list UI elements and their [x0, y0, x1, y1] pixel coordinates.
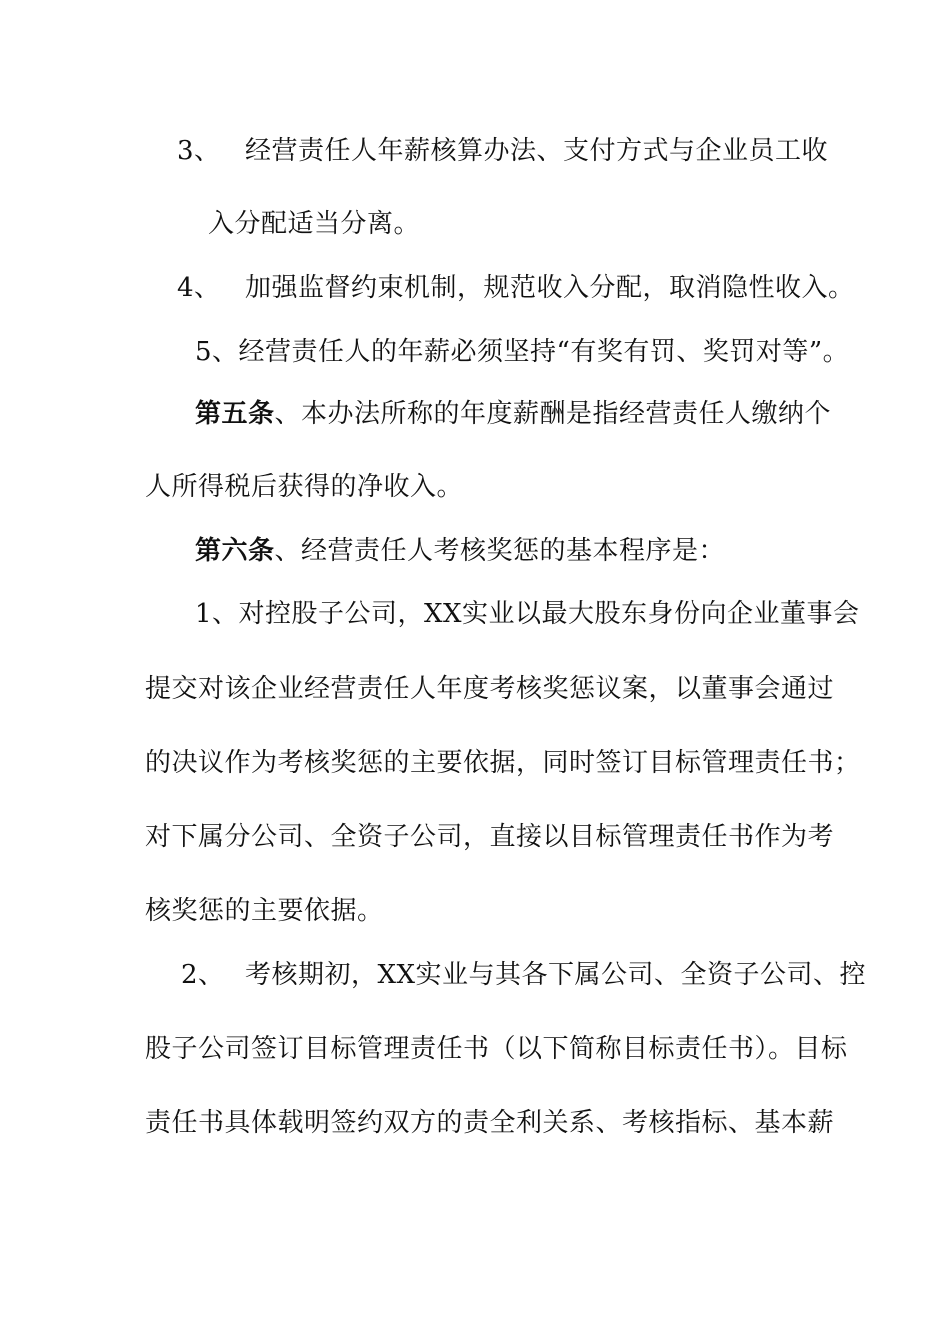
- proc-1-line-1: 1、对控股子公司，XX实业以最大股东身份向企业董事会: [195, 599, 860, 629]
- proc-2-line-1: [181, 959, 866, 991]
- item-3-number: 3、: [177, 136, 221, 166]
- proc-1-line-2: 提交对该企业经营责任人年度考核奖惩议案，以董事会通过: [145, 674, 835, 704]
- proc-1-line-5: 核奖惩的主要依据。: [145, 896, 384, 926]
- proc-2-text-1: 考核期初，XX实业与其各下属公司、全资子公司、控: [245, 960, 867, 990]
- proc-1-line-4: 对下属分公司、全资子公司，直接以目标管理责任书作为考: [145, 822, 835, 852]
- article-6-heading: 第六条: [195, 536, 275, 566]
- proc-2-line-3: 责任书具体载明签约双方的责全利关系、考核指标、基本薪: [145, 1108, 835, 1138]
- item-3-text-1: 经营责任人年薪核算办法、支付方式与企业员工收: [245, 136, 829, 166]
- item-3-line-1: [177, 135, 828, 167]
- proc-1-line-3: 的决议作为考核奖惩的主要依据，同时签订目标管理责任书；: [145, 748, 861, 778]
- item-4-number: 4、: [177, 273, 221, 303]
- article-6-text: 、经营责任人考核奖惩的基本程序是：: [274, 536, 726, 566]
- item-3-line-2: 入分配适当分离。: [208, 209, 421, 239]
- article-6-line: [195, 535, 725, 567]
- item-4-line: [177, 272, 855, 304]
- article-5-line-2: 人所得税后获得的净收入。: [145, 472, 464, 502]
- article-5-text-1: 、本办法所称的年度薪酬是指经营责任人缴纳个: [274, 399, 832, 429]
- item-5-line: 5、经营责任人的年薪必须坚持“有奖有罚、奖罚对等”。: [195, 337, 850, 367]
- article-5-heading: 第五条: [195, 399, 275, 429]
- proc-2-line-2: 股子公司签订目标管理责任书（以下简称目标责任书）。目标: [145, 1034, 848, 1064]
- item-4-text: 加强监督约束机制，规范收入分配，取消隐性收入。: [245, 273, 855, 303]
- article-5-line-1: [195, 398, 831, 430]
- proc-2-number: 2、: [181, 960, 225, 990]
